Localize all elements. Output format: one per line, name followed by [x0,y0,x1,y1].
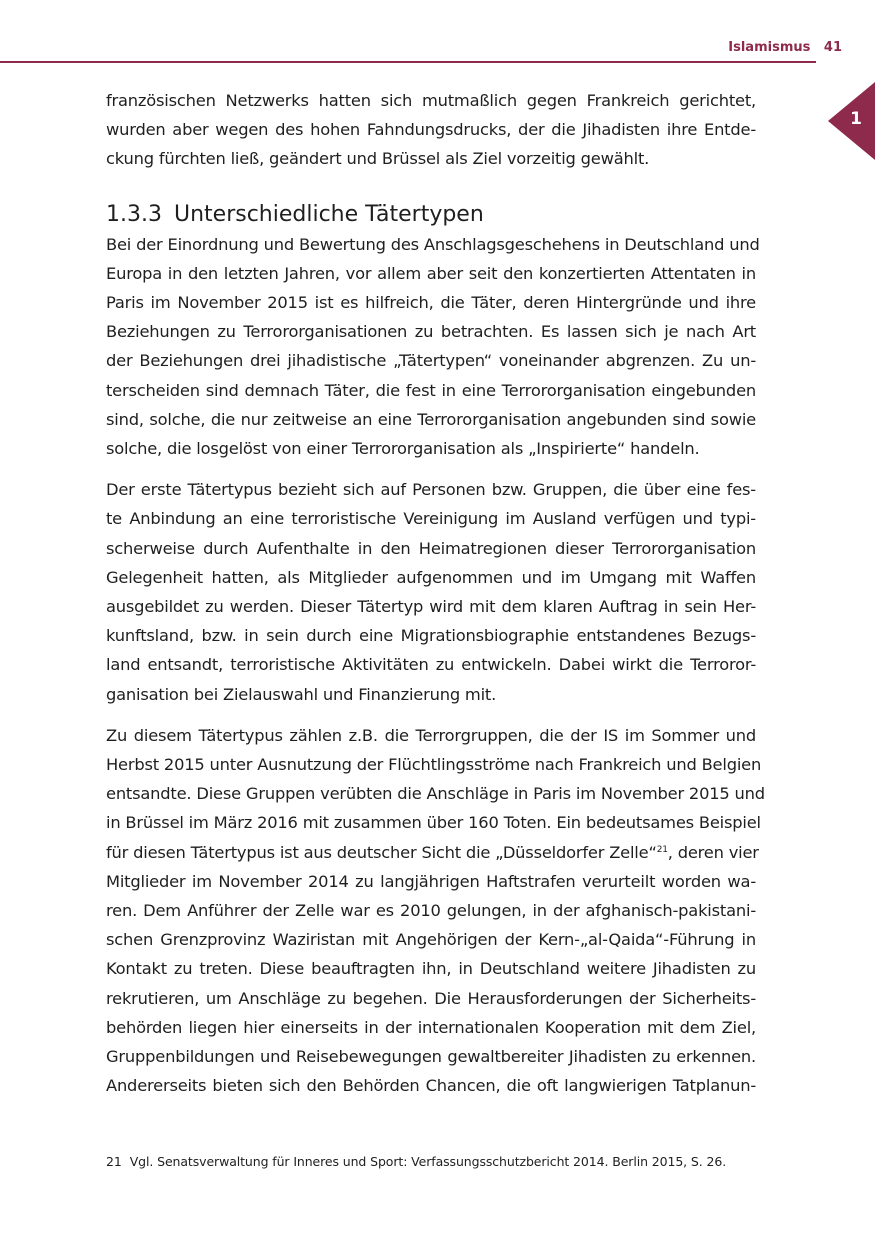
text-line: Gruppenbildungen und Reisebewegungen gewaltbereiter Jihadisten zu erkennen. [106,1047,756,1067]
section-heading [106,200,756,230]
footnote-text: Vgl. Senatsverwaltung für Inneres und Sport: Verfassungsschutzbericht 2014. Berlin 2015, S. 26. [129,1154,727,1169]
text-line: Gelegenheit hatten, als Mitglieder aufgenommen und im Umgang mit Waffen [106,567,756,587]
footnote-reference[interactable]: 21 [656,844,668,855]
text-line: Paris im November 2015 ist es hilfreich, die Täter, deren Hintergründe und ihre [106,293,756,313]
text-line: schen Grenzprovinz Waziristan mit Angehörigen der Kern-„al-Qaida“-Führung in [106,930,756,950]
text-line: ren. Dem Anführer der Zelle war es 2010 gelungen, in der afghanisch-pakistani- [106,901,756,921]
chapter-number: 1 [850,109,862,129]
paragraph-first-type [106,475,756,709]
text-line: Zu diesem Tätertypus zählen z.B. die Terrorgruppen, die der IS im Sommer und [106,725,756,745]
text-line: ausgebildet zu werden. Dieser Tätertyp wird mit dem klaren Auftrag in sein Her- [106,597,756,617]
page-number: 41 [823,40,842,55]
text-line-with-footnote [106,838,759,867]
text-fragment: für diesen Tätertypus ist aus deutscher Sicht die „Düsseldorfer Zelle“ [106,842,657,862]
text-line: behörden liegen hier einerseits in der internationalen Kooperation mit dem Ziel, [106,1017,756,1037]
text-line: kunftsland, bzw. in sein durch eine Migrationsbiographie entstandenes Bezugs- [106,626,756,646]
text-line: ckung fürchten ließ, geändert und Brüssel als Ziel vorzeitig gewählt. [106,149,650,169]
text-line: Kontakt zu treten. Diese beauftragten ihn, in Deutschland weitere Jihadisten zu [106,959,756,979]
intro-paragraph [106,86,756,174]
text-line: Herbst 2015 unter Ausnutzung der Flüchtlingsströme nach Frankreich und Belgien [106,755,762,775]
text-line: Beziehungen zu Terrororganisationen zu betrachten. Es lassen sich je nach Art [106,322,756,342]
footnote [106,1154,726,1169]
text-line: Bei der Einordnung und Bewertung des Anschlagsgeschehens in Deutschland und [106,234,760,254]
text-line: Andererseits bieten sich den Behörden Chancen, die oft langwierigen Tatplanun- [106,1076,756,1096]
text-line: entsandte. Diese Gruppen verübten die Anschläge in Paris im November 2015 und [106,784,765,804]
text-line: sind, solche, die nur zeitweise an eine Terrororganisation angebunden sind sowie [106,409,756,429]
text-line: Europa in den letzten Jahren, vor allem aber seit den konzertierten Attentaten in [106,263,756,283]
text-line: wurden aber wegen des hohen Fahndungsdrucks, der die Jihadisten ihre Entde- [106,120,756,140]
section-title: Unterschiedliche Tätertypen [173,201,484,227]
text-fragment: , deren vier [667,842,759,862]
text-line: scherweise durch Aufenthalte in den Heimatregionen dieser Terrororganisation [106,538,756,558]
text-line: in Brüssel im März 2016 mit zusammen über 160 Toten. Ein bedeutsames Beispiel [106,813,761,833]
section-label: Islamismus [728,40,811,55]
running-header [728,40,842,55]
page-body [106,86,765,1101]
text-line: terscheiden sind demnach Täter, die fest in eine Terrororganisation eingebunden [106,380,756,400]
text-line: rekrutieren, um Anschläge zu begehen. Die Herausforderungen der Sicherheits- [106,988,756,1008]
section-number: 1.3.3 [106,201,162,227]
text-line: französischen Netzwerks hatten sich mutmaßlich gegen Frankreich gerichtet, [106,91,756,110]
header-rule [0,61,816,63]
text-line: te Anbindung an eine terroristische Vereinigung im Ausland verfügen und typi- [106,509,756,529]
paragraph-offender-types [106,230,760,464]
text-line: Der erste Tätertypus bezieht sich auf Personen bzw. Gruppen, die über eine fes- [106,480,756,500]
text-line: land entsandt, terroristische Aktivitäten zu entwickeln. Dabei wirkt die Terroror- [106,655,756,675]
paragraph-examples [106,721,765,1101]
text-line: der Beziehungen drei jihadistische „Tätertypen“ voneinander abgrenzen. Zu un- [106,351,756,371]
text-line: solche, die losgelöst von einer Terrororganisation als „Inspirierte“ handeln. [106,439,700,459]
text-line: ganisation bei Zielauswahl und Finanzierung mit. [106,684,497,704]
text-line: Mitglieder im November 2014 zu langjährigen Haftstrafen verurteilt worden wa- [106,871,756,891]
footnote-number: 21 [106,1154,122,1169]
